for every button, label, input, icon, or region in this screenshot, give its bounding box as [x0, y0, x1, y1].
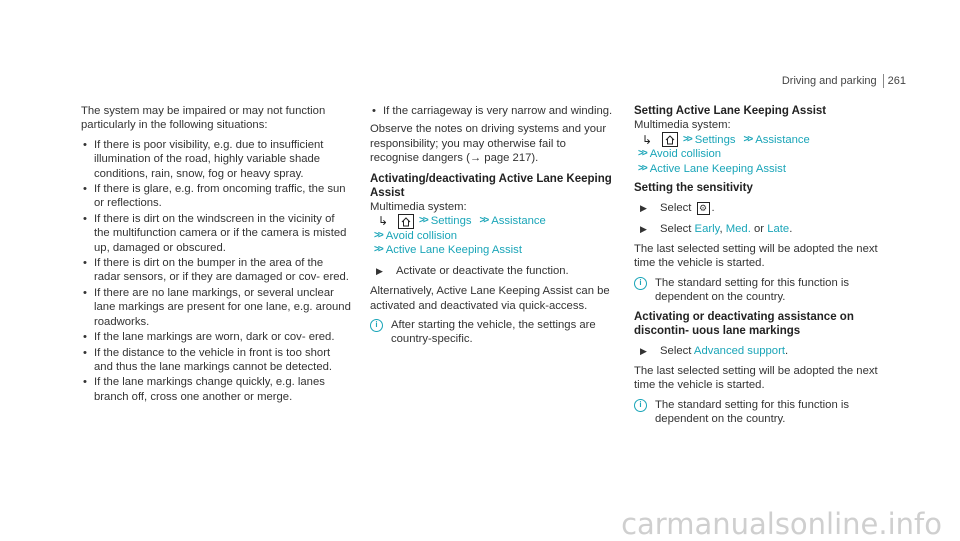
multimedia-label: Multimedia system:: [370, 200, 467, 213]
info-note: [634, 398, 884, 427]
column-3: [634, 104, 884, 432]
list-item: • If there is dirt on the windscreen in the vicinity of the multifunction camera or if the camera is misted up, damaged or obscured.: [81, 212, 351, 255]
info-icon: i: [634, 277, 647, 290]
list-item: • If the lane markings are worn, dark or cov- ered.: [81, 330, 351, 344]
instruction-step: [634, 344, 884, 358]
option-advanced-support[interactable]: Advanced support: [693, 344, 785, 357]
path-arrow-icon: ↳: [642, 132, 653, 147]
info-text: After starting the vehicle, the settings are country-specific.: [391, 319, 596, 346]
list-item: • If there is poor visibility, e.g. due to insufficient illumination of the road, highly variable shade conditions, rain, snow, fog or heavy spray.: [81, 138, 351, 181]
path-active-lane-keeping[interactable]: Active Lane Keeping Assist: [385, 244, 522, 257]
section-heading: Setting the sensitivity: [634, 182, 753, 195]
instruction-step: [370, 264, 615, 278]
multimedia-label: Multimedia system:: [634, 119, 731, 131]
chevron-right-icon: >>: [479, 215, 488, 227]
menu-path: [370, 214, 615, 229]
path-arrow-icon: ↳: [378, 214, 389, 229]
info-note: [634, 276, 884, 305]
step-text: Select Advanced support.: [660, 344, 789, 357]
page-number: 261: [883, 74, 906, 88]
menu-path: [634, 132, 884, 147]
option-med[interactable]: Med.: [725, 222, 751, 235]
step-triangle-icon: ▶: [376, 265, 383, 276]
intro-paragraph: The system may be impaired or may not function particularly in the following situations:: [81, 105, 326, 132]
list-item: • If the distance to the vehicle in front is too short and thus the lane markings cannot be detected.: [81, 346, 351, 375]
home-icon: [398, 214, 414, 229]
path-avoid-collision[interactable]: Avoid collision: [385, 230, 458, 243]
instruction-step: [634, 201, 884, 215]
list-item: • If there is dirt on the bumper in the area of the radar sensors, or if they are damaged or cov- ered.: [81, 256, 351, 285]
situations-list-continued: [370, 104, 615, 118]
chevron-right-icon: >>: [638, 148, 646, 160]
list-item: • If the lane markings change quickly, e.g. lanes branch off, cross one another or merge.: [81, 375, 351, 404]
step-triangle-icon: ▶: [640, 345, 647, 356]
home-icon: [662, 132, 678, 147]
alternative-paragraph: Alternatively, Active Lane Keeping Assist can be activated and deactivated via quick-access.: [370, 285, 610, 312]
info-text: The standard setting for this function is dependent on the country.: [655, 276, 850, 304]
step-triangle-icon: ▶: [640, 223, 647, 234]
info-icon: i: [634, 399, 647, 412]
path-avoid-collision[interactable]: Avoid collision: [649, 148, 722, 161]
section-heading: Activating or deactivating assistance on discontin- uous lane markings: [634, 310, 854, 337]
path-assistance[interactable]: Assistance: [755, 133, 810, 146]
observe-paragraph: Observe the notes on driving systems and your responsibility; you may otherwise fail to recognise dangers (→ page 217).: [370, 123, 607, 165]
menu-path-line: [634, 147, 884, 161]
path-settings[interactable]: Settings: [694, 133, 736, 146]
menu-path-line: [634, 162, 884, 176]
chevron-right-icon: >>: [374, 230, 382, 242]
list-item: • If there are no lane markings, or several unclear lane markings are present for one lane, e.g. around roadworks.: [81, 286, 351, 329]
column-2: [370, 104, 615, 352]
note-paragraph: The last selected setting will be adopted the next time the vehicle is started.: [634, 243, 878, 270]
select-word: Select: [660, 222, 692, 235]
chevron-right-icon: >>: [638, 162, 646, 174]
step-text: Select ⚙ .: [660, 202, 715, 215]
select-word: Select: [660, 202, 692, 215]
option-early[interactable]: Early: [694, 222, 720, 235]
chevron-right-icon: >>: [419, 215, 427, 227]
gear-icon: ⚙: [697, 202, 710, 215]
option-late[interactable]: Late: [767, 222, 790, 235]
step-text: Activate or deactivate the function.: [396, 264, 569, 277]
chevron-right-icon: >>: [374, 244, 382, 256]
step-text: Select Early, Med. or Late.: [660, 222, 793, 235]
section-title: Driving and parking: [781, 75, 877, 87]
info-icon: i: [370, 319, 383, 332]
column-1: [81, 104, 351, 408]
info-note: [370, 318, 615, 347]
situations-list: [81, 138, 351, 404]
section-heading: Activating/deactivating Active Lane Keeping Assist: [370, 172, 612, 199]
menu-path-line: [370, 243, 615, 257]
chevron-right-icon: >>: [743, 133, 752, 145]
path-assistance[interactable]: Assistance: [491, 215, 546, 228]
instruction-step: [634, 222, 884, 236]
list-item: • If there is glare, e.g. from oncoming traffic, the sun or reflections.: [81, 182, 351, 211]
select-word: Select: [660, 344, 692, 357]
section-heading: Setting Active Lane Keeping Assist: [634, 105, 827, 117]
watermark: carmanualsonline.info: [621, 506, 942, 541]
menu-path-line: [370, 229, 615, 243]
note-paragraph: The last selected setting will be adopted the next time the vehicle is started.: [634, 365, 878, 392]
list-item: • If the carriageway is very narrow and winding.: [370, 104, 615, 118]
page-header: [782, 74, 906, 88]
info-text: The standard setting for this function is dependent on the country.: [655, 398, 850, 426]
chevron-right-icon: >>: [683, 133, 691, 145]
step-triangle-icon: ▶: [640, 203, 647, 214]
path-active-lane-keeping[interactable]: Active Lane Keeping Assist: [649, 162, 786, 175]
or-word: or: [754, 222, 765, 235]
path-settings[interactable]: Settings: [430, 215, 472, 228]
